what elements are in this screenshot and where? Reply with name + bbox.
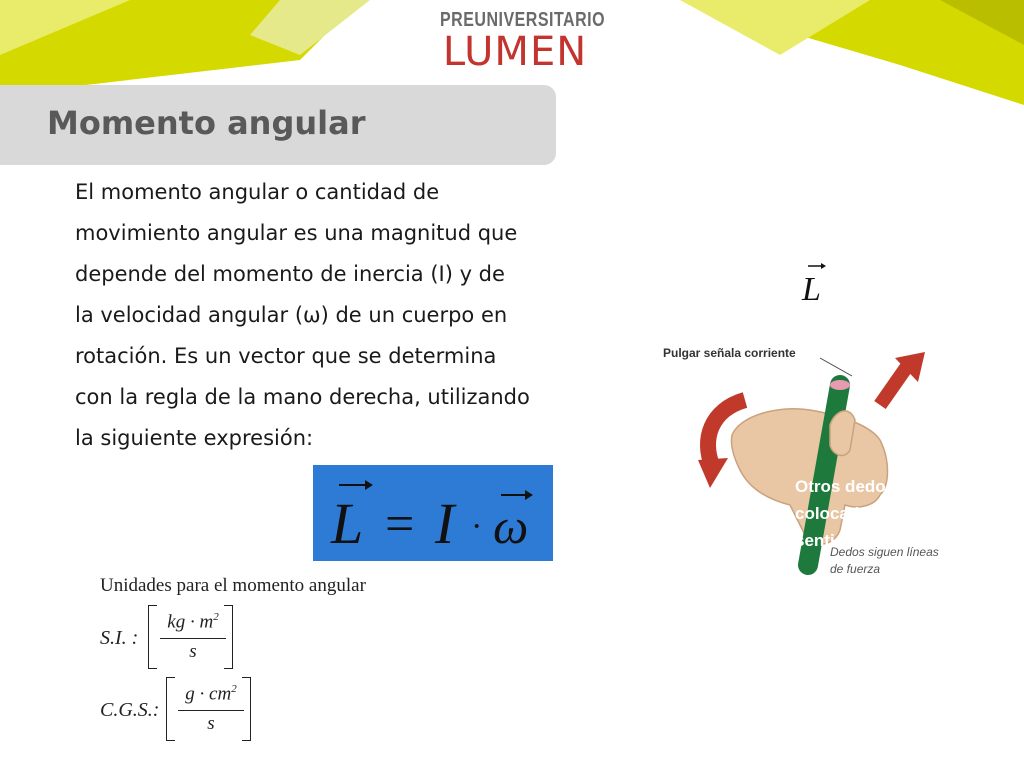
left-bracket bbox=[148, 605, 157, 669]
slide-title: Momento angular bbox=[47, 104, 366, 142]
formula-equals: = bbox=[385, 496, 415, 553]
vector-L-symbol bbox=[796, 258, 836, 313]
wire-end-icon bbox=[830, 380, 850, 390]
overlay-line: Otros dedos bbox=[795, 477, 896, 496]
vector-arrow-icon bbox=[821, 263, 826, 269]
left-bracket bbox=[166, 677, 175, 741]
caption-pointer bbox=[820, 358, 852, 376]
formula-inertia: I bbox=[435, 491, 455, 556]
units-cgs bbox=[100, 677, 270, 742]
vector-arrow-icon bbox=[365, 480, 373, 490]
caption-fingers-2: de fuerza bbox=[830, 562, 881, 576]
cgs-fraction-line bbox=[178, 710, 244, 711]
cgs-denominator: s bbox=[207, 713, 215, 734]
paragraph-line: con la regla de la mano derecha, utilizando bbox=[75, 385, 530, 409]
right-bracket bbox=[242, 677, 251, 741]
units-si bbox=[100, 605, 250, 670]
si-numerator: kg · $m^2$ bbox=[167, 611, 219, 633]
current-arrow-icon bbox=[880, 365, 908, 405]
angular-momentum-formula bbox=[313, 465, 553, 561]
logo-title: LUMEN bbox=[442, 29, 588, 75]
paragraph-line: depende del momento de inercia (I) y de bbox=[75, 262, 505, 286]
units-title: Unidades para el momento angular bbox=[100, 575, 366, 596]
lumen-logo bbox=[440, 8, 606, 75]
paragraph-line: El momento angular o cantidad de bbox=[75, 180, 440, 204]
cgs-numerator: $g \cdot cm^2$ bbox=[185, 683, 237, 705]
paragraph-line: la siguiente expresión: bbox=[75, 426, 314, 450]
caption-fingers: Dedos siguen líneas bbox=[830, 545, 939, 559]
overlay-line: colocados e bbox=[795, 504, 894, 523]
caption-thumb: Pulgar señala corriente bbox=[663, 346, 796, 360]
overlay-caption bbox=[795, 473, 965, 554]
body-paragraph bbox=[75, 172, 595, 459]
cgs-label: C.G.S.: bbox=[100, 699, 160, 721]
paragraph-line: la velocidad angular (ω) de un cuerpo en bbox=[75, 303, 508, 327]
formula-svg bbox=[313, 465, 553, 561]
vector-L-text: L bbox=[802, 271, 821, 308]
overlay-line: sentido bbox=[795, 531, 856, 550]
formula-omega: ω bbox=[493, 498, 529, 554]
right-bracket bbox=[224, 605, 233, 669]
formula-dot: · bbox=[471, 508, 483, 545]
logo-subtitle: PREUNIVERSITARIO bbox=[440, 9, 606, 31]
si-label: S.I. : bbox=[100, 627, 139, 649]
formula-L: L bbox=[331, 491, 364, 556]
paragraph-line: movimiento angular es una magnitud que bbox=[75, 221, 518, 245]
si-fraction-line bbox=[160, 638, 226, 639]
si-denominator: s bbox=[189, 641, 197, 662]
paragraph-line: rotación. Es un vector que se determina bbox=[75, 344, 497, 368]
rotation-arrow-icon bbox=[698, 458, 728, 488]
